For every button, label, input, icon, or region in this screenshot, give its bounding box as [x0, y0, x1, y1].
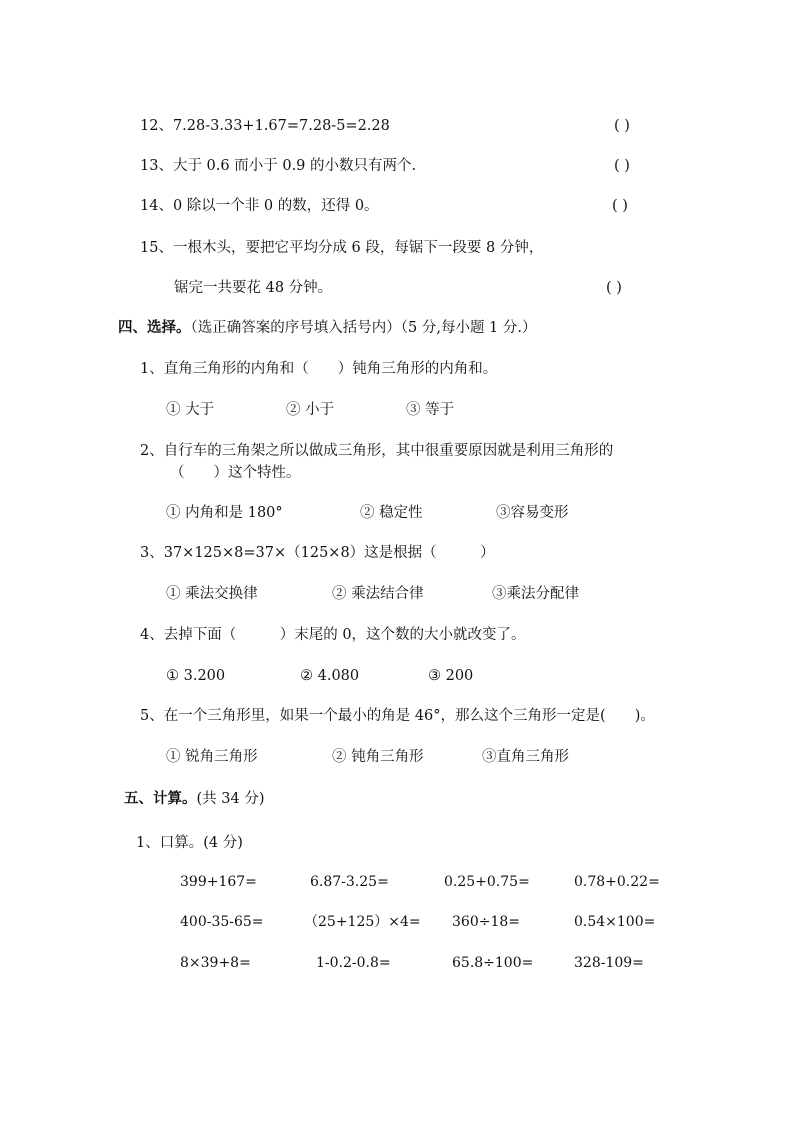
answer-paren-15[interactable]: ( ) [606, 280, 622, 296]
answer-paren-13[interactable]: ( ) [614, 158, 630, 174]
oral-calc-title: 1、口算。(4 分) [136, 835, 243, 851]
calc-r2-c1: 400-35-65= [180, 914, 264, 930]
answer-paren-12[interactable]: ( ) [614, 118, 630, 134]
choice-question-3: 3、37×125×8=37×（125×8）这是根据（ ） [140, 545, 495, 561]
section-4-note: （选正确答案的序号填入括号内）（5 分,每小题 1 分.） [190, 320, 537, 336]
choice-question-2-cont: （ ）这个特性。 [170, 465, 301, 481]
choice-3-option-1[interactable]: ① 乘法交换律 [166, 586, 258, 602]
judgement-item-14: 14、0 除以一个非 0 的数，还得 0。 [140, 198, 379, 214]
choice-1-option-2[interactable]: ② 小于 [286, 402, 335, 418]
choice-3-option-3[interactable]: ③乘法分配律 [492, 586, 579, 602]
choice-2-option-1[interactable]: ① 内角和是 180° [166, 505, 283, 521]
calc-r3-c2: 1-0.2-0.8= [316, 955, 391, 971]
section-4-heading [118, 318, 537, 338]
calc-r1-c1: 399+167= [180, 874, 257, 890]
section-5-title: 五、计算。 [124, 791, 197, 807]
choice-question-5: 5、在一个三角形里，如果一个最小的角是 46°，那么这个三角形一定是( )。 [140, 708, 655, 724]
choice-4-option-2[interactable]: ② 4.080 [300, 668, 360, 684]
calc-r1-c3: 0.25+0.75= [444, 874, 530, 890]
calc-r3-c4: 328-109= [574, 955, 644, 971]
choice-question-4: 4、去掉下面（ ）末尾的 0，这个数的大小就改变了。 [140, 627, 526, 643]
calc-r1-c4: 0.78+0.22= [574, 874, 660, 890]
section-5-note: (共 34 分) [196, 791, 265, 807]
choice-question-2: 2、自行车的三角架之所以做成三角形，其中很重要原因就是利用三角形的 [140, 443, 614, 459]
answer-paren-14[interactable]: ( ) [612, 198, 628, 214]
choice-5-option-2[interactable]: ② 钝角三角形 [332, 749, 424, 765]
choice-1-option-1[interactable]: ① 大于 [166, 402, 215, 418]
judgement-item-12: 12、7.28-3.33+1.67=7.28-5=2.28 [140, 118, 390, 134]
calc-r3-c1: 8×39+8= [180, 955, 251, 971]
calc-r2-c4: 0.54×100= [574, 914, 656, 930]
section-4-title: 四、选择。 [118, 320, 191, 336]
calc-r3-c3: 65.8÷100= [452, 955, 534, 971]
judgement-item-13: 13、大于 0.6 而小于 0.9 的小数只有两个. [140, 158, 417, 174]
choice-4-option-1[interactable]: ① 3.200 [166, 668, 226, 684]
choice-2-option-2[interactable]: ② 稳定性 [360, 505, 423, 521]
judgement-item-15-cont: 锯完一共要花 48 分钟。 [174, 280, 333, 296]
choice-3-option-2[interactable]: ② 乘法结合律 [332, 586, 424, 602]
calc-r1-c2: 6.87-3.25= [310, 874, 389, 890]
choice-4-option-3[interactable]: ③ 200 [428, 668, 474, 684]
section-5-heading [124, 789, 264, 809]
choice-2-option-3[interactable]: ③容易变形 [496, 505, 569, 521]
choice-5-option-3[interactable]: ③直角三角形 [482, 749, 569, 765]
calc-r2-c2: （25+125）×4= [304, 914, 421, 930]
judgement-item-15: 15、一根木头，要把它平均分成 6 段，每锯下一段要 8 分钟， [140, 240, 544, 256]
choice-5-option-1[interactable]: ① 锐角三角形 [166, 749, 258, 765]
choice-1-option-3[interactable]: ③ 等于 [406, 402, 455, 418]
calc-r2-c3: 360÷18= [452, 914, 520, 930]
choice-question-1: 1、直角三角形的内角和（ ）钝角三角形的内角和。 [140, 361, 498, 377]
